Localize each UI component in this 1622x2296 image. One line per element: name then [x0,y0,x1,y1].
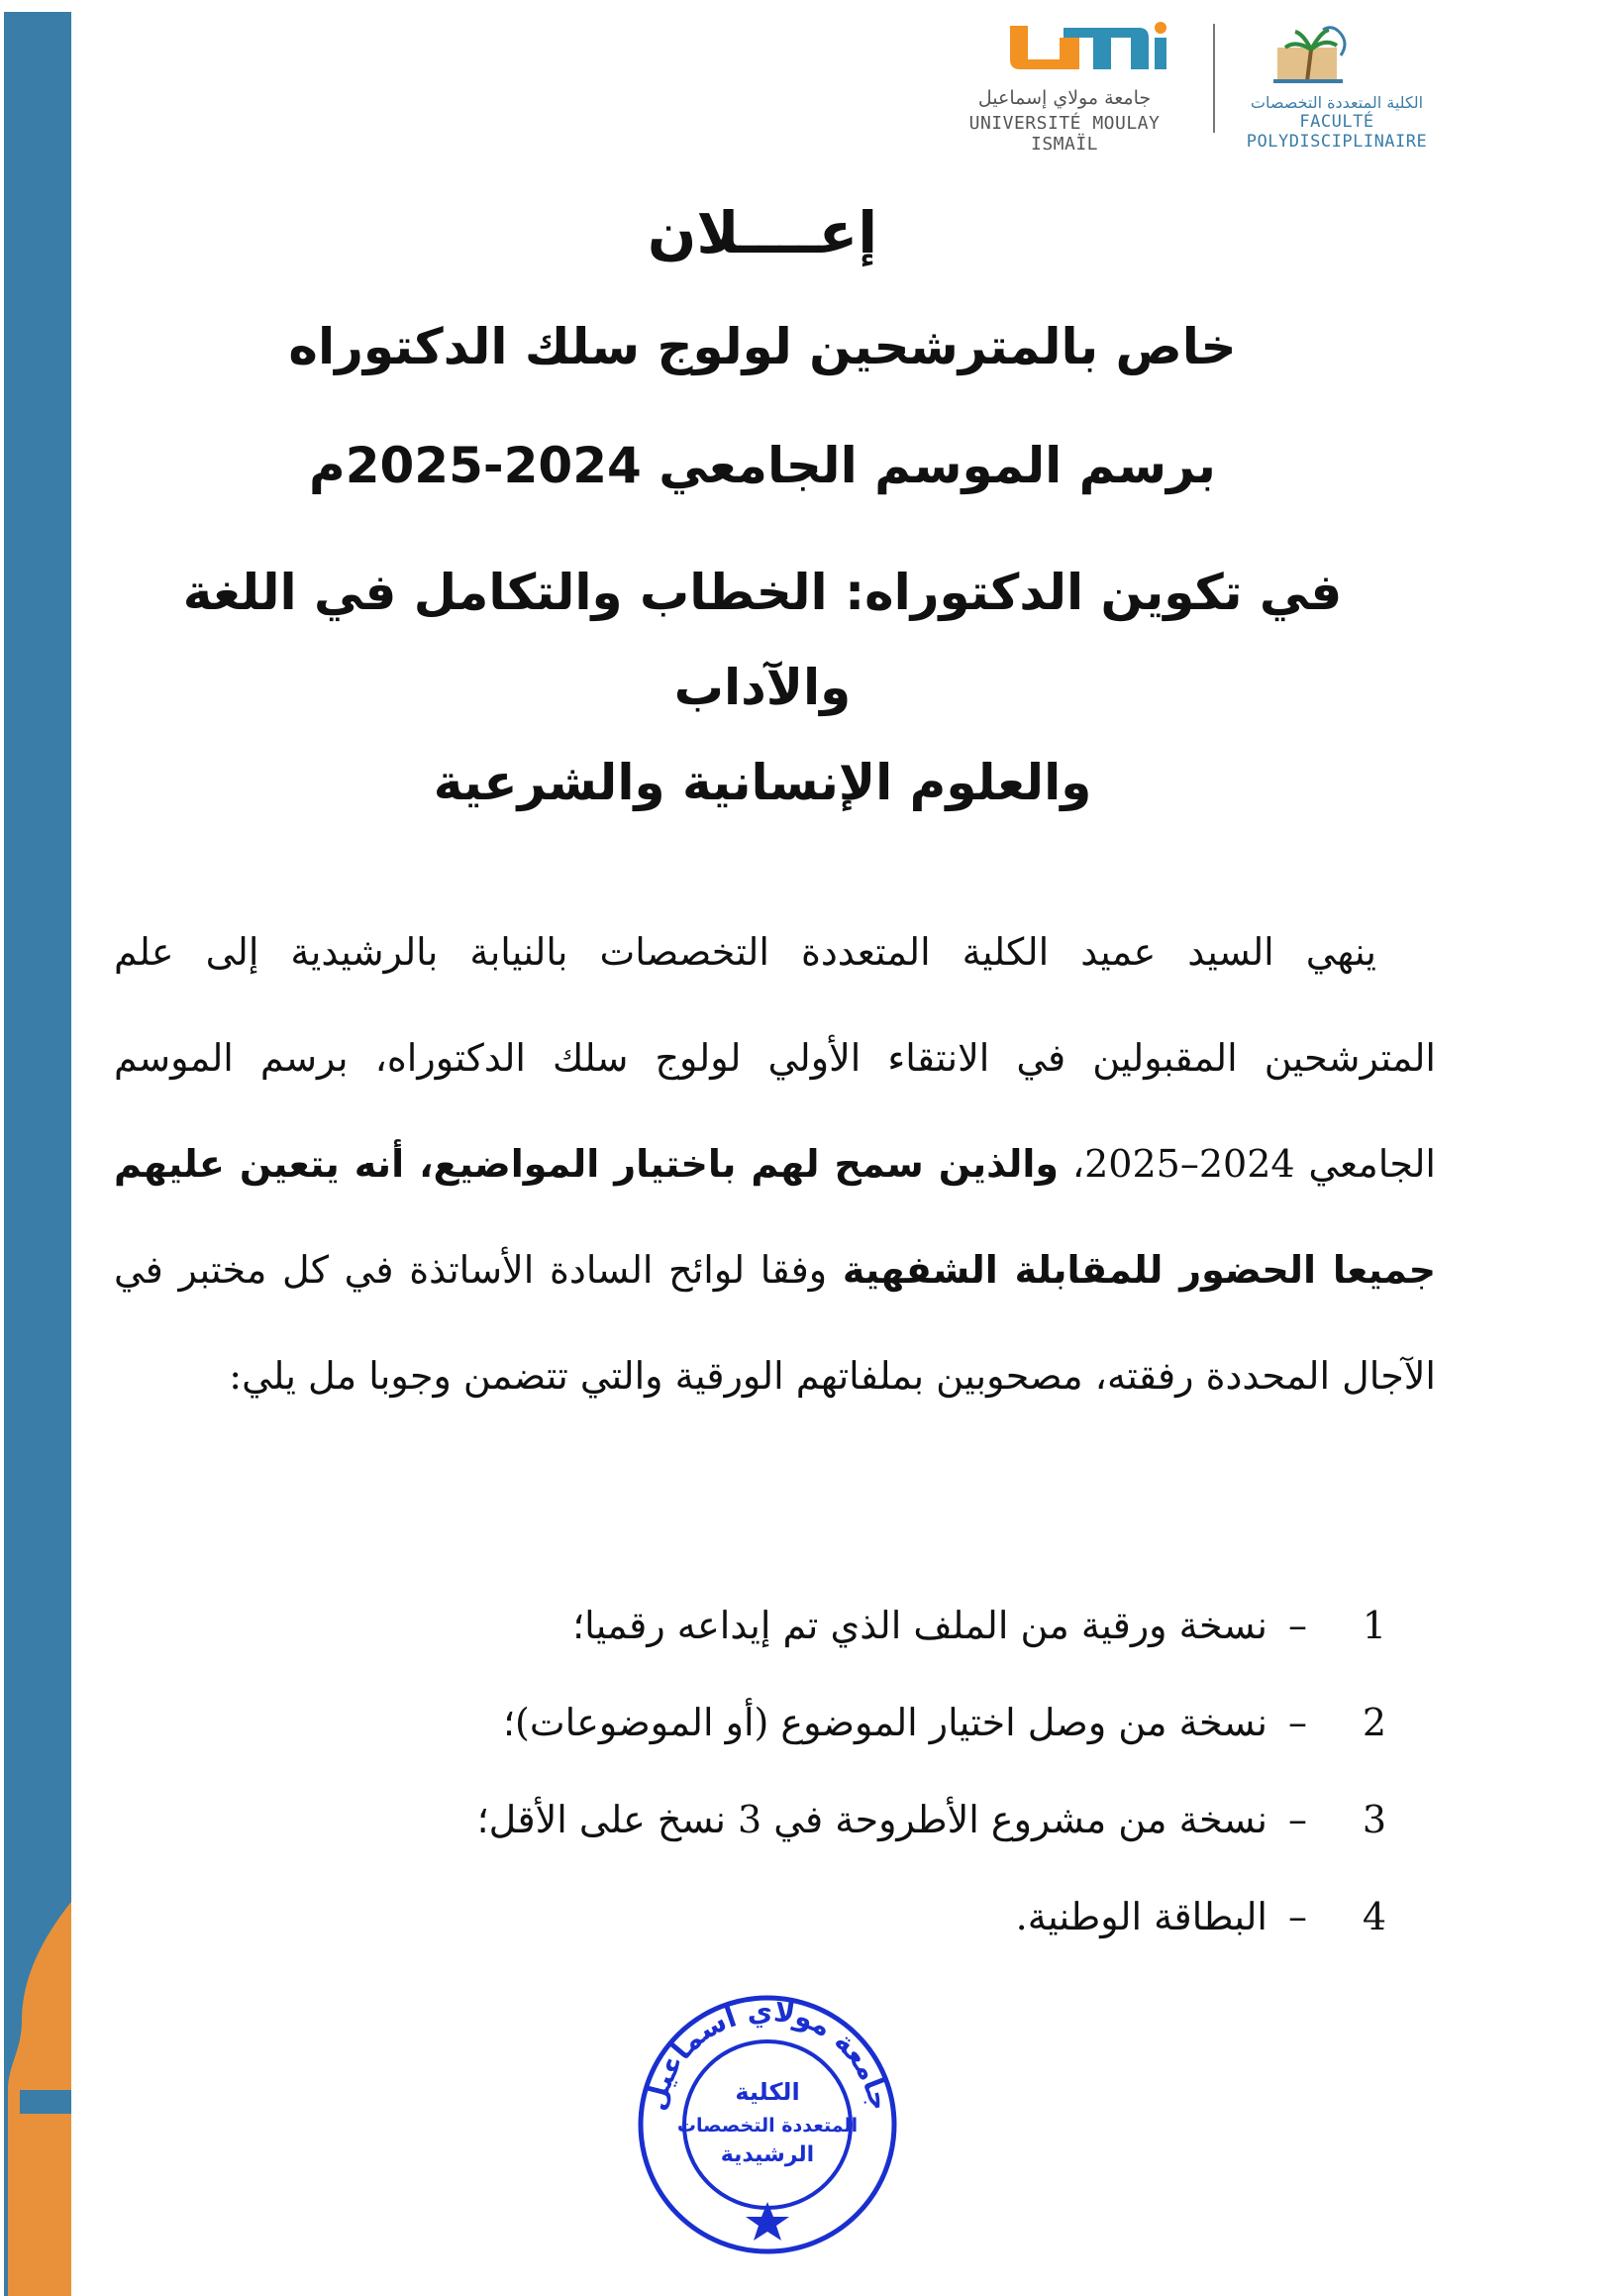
umi-logo-french: UNIVERSITÉ MOULAY ISMAÏL [968,113,1161,155]
official-stamp [634,1991,901,2258]
stamp-center-line1: الكلية [735,2078,800,2106]
body-text-bold: والذين سمح لهم باختيار المواضيع، أنه يتعين عليهم جميعا الحضور للمقابلة الشفهية [114,1142,1436,1292]
announcement-heading: إعــــلان [647,199,878,266]
logo-divider [1213,24,1215,133]
list-item-number: 1 [1362,1604,1386,1647]
list-item-number: 2 [1362,1701,1386,1744]
header-logos [951,20,1446,155]
title-line-academic-year: برسم الموسم الجامعي 2024-2025م [309,437,1216,494]
body-text-part2: وفقا لوائح السادة الأساتذة في كل مختبر في الآجال المحددة رفقته، مصحوبين بملفاتهم الورقية والتي تتضمن وجوبا مل يلي: [114,1248,1436,1398]
list-item-dash: – [1288,1701,1307,1744]
side-decoration-bar [0,0,71,2296]
stamp-ring-text: جامعة مولاي اسماعيل [638,1994,897,2114]
title-line-program-continued: والعلوم الإنسانية والشرعية [433,754,1092,811]
list-item-text: نسخة ورقية من الملف الذي تم إيداعه رقميا؛ [572,1604,1267,1647]
umi-logo-icon [961,20,1168,79]
umi-logo-arabic: جامعة مولاي إسماعيل [977,87,1152,109]
faculty-logo-french: FACULTÉ POLYDISCIPLINAIRE [1246,112,1428,152]
announcement-title-block [99,178,1426,830]
faculty-logo-arabic: الكلية المتعددة التخصصات [1250,93,1424,112]
side-bar-orange-shape [0,1902,71,2296]
list-item [396,1674,1386,1771]
umi-logo [961,20,1168,155]
body-text-part1: ينهي السيد عميد الكلية المتعددة التخصصات بالنيابة بالرشيدية إلى علم المترشحين المقبولين في الانتقاء الأولي لولوج سلك الدكتوراه، برسم الموسم الجامعي 2024–2025، [114,930,1436,1186]
title-line-program: في تكوين الدكتوراه: الخطاب والتكامل في اللغة والآداب [182,564,1343,716]
palm-tree-icon [1238,20,1436,89]
faculty-logo [1238,20,1436,152]
list-item-number: 4 [1362,1895,1386,1938]
stamp-center-line3: الرشيدية [720,2142,815,2167]
list-item-text: نسخة من مشروع الأطروحة في 3 نسخ على الأقل؛ [476,1798,1267,1841]
list-item-text: نسخة من وصل اختيار الموضوع (أو الموضوعات)؛ [502,1701,1267,1744]
list-item-number: 3 [1362,1798,1386,1841]
list-item-dash: – [1288,1798,1307,1841]
list-item-dash: – [1288,1604,1307,1647]
stamp-center-line2: المتعددة التخصصات [676,2115,859,2137]
announcement-body [114,899,1436,1429]
requirements-list [396,1577,1386,1965]
list-item [396,1771,1386,1868]
title-line-candidates: خاص بالمترشحين لولوج سلك الدكتوراه [288,318,1237,375]
list-item-text: البطاقة الوطنية. [1015,1895,1267,1938]
list-item [396,1868,1386,1965]
list-item [396,1577,1386,1674]
list-item-dash: – [1288,1895,1307,1938]
